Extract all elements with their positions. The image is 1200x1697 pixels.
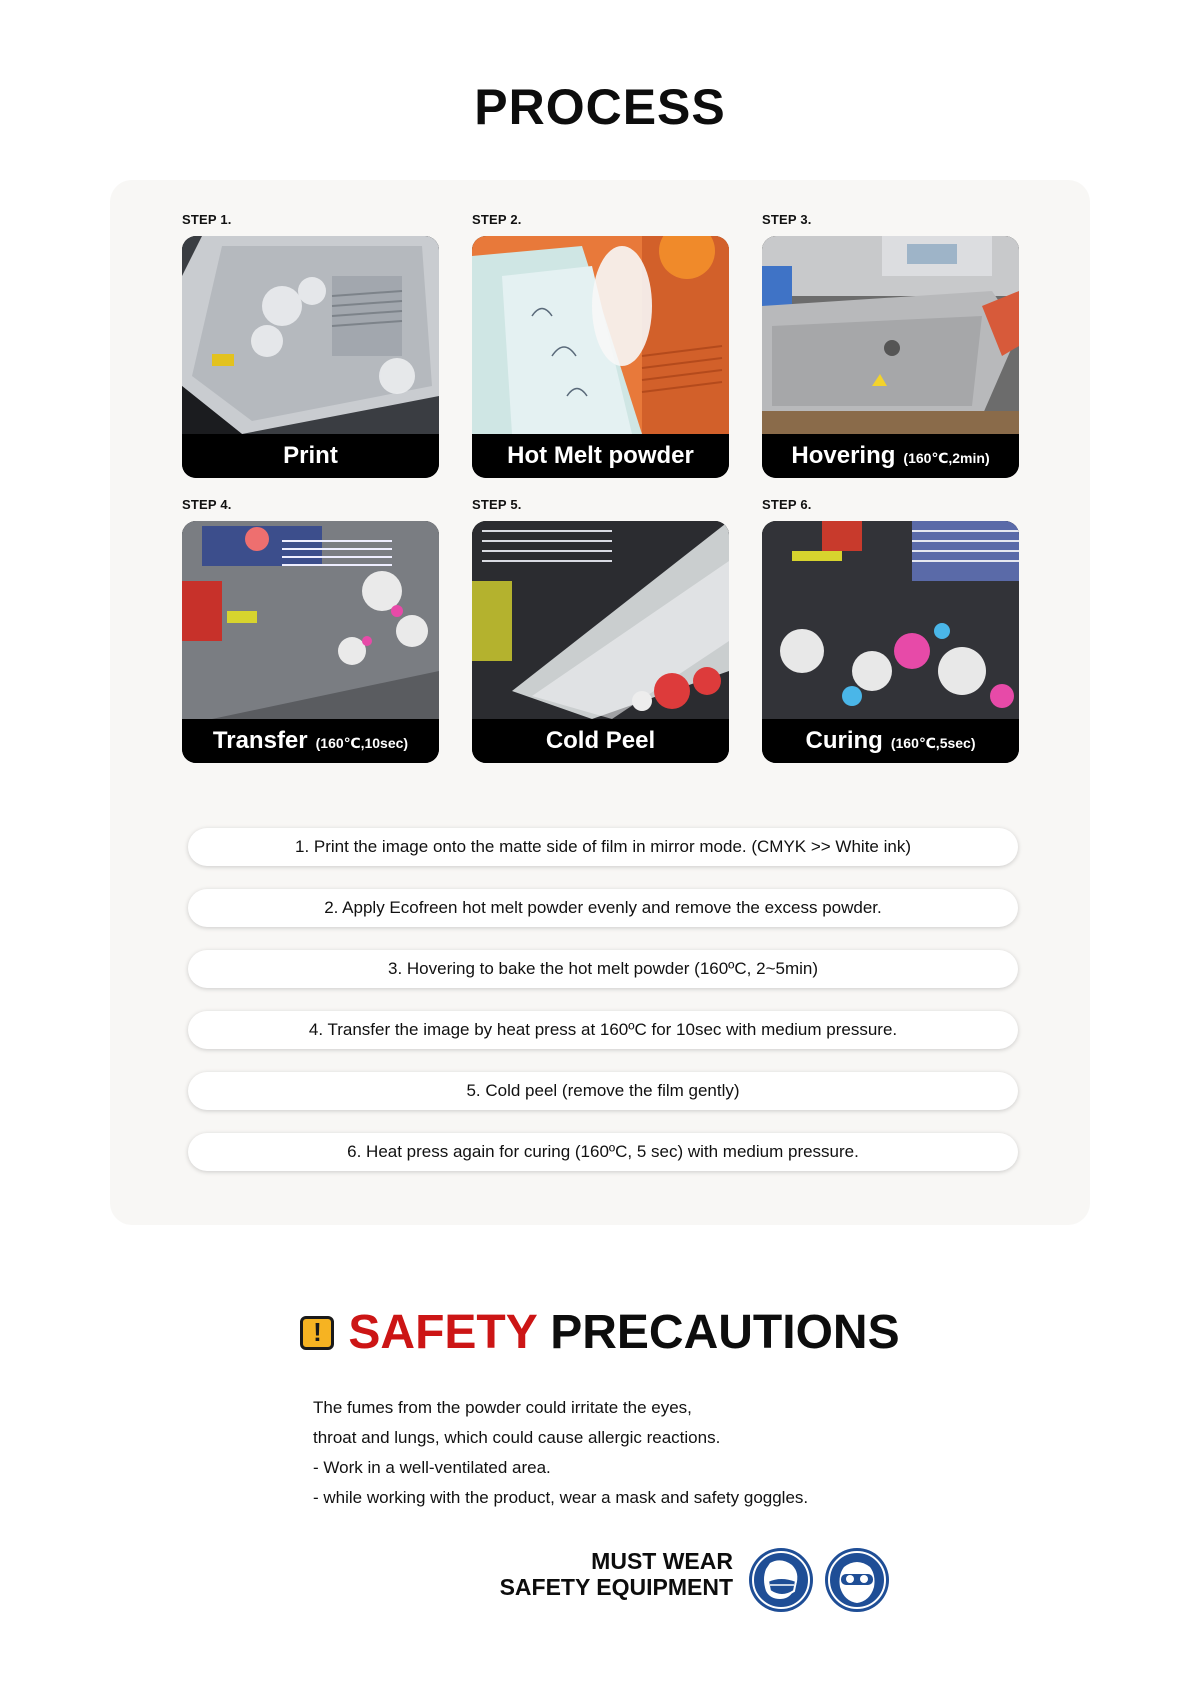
safety-title xyxy=(0,1305,1200,1360)
safety-description xyxy=(313,1393,1013,1513)
mask-icon xyxy=(748,1547,814,1613)
instruction-item-6: 6. Heat press again for curing (160ºC, 5 sec) with medium pressure. xyxy=(188,1133,1018,1171)
step-2-photo xyxy=(472,236,729,434)
step-2-caption-text: Hot Melt powder xyxy=(507,442,694,469)
instruction-item-5: 5. Cold peel (remove the film gently) xyxy=(188,1072,1018,1110)
instruction-item-3: 3. Hovering to bake the hot melt powder (160ºC, 2~5min) xyxy=(188,950,1018,988)
step-4 xyxy=(182,495,439,763)
step-1-card xyxy=(182,236,439,478)
step-1-photo xyxy=(182,236,439,434)
step-4-card xyxy=(182,521,439,763)
step-6-label: STEP 6. xyxy=(762,497,812,512)
step-4-caption-detail: (160℃,10sec) xyxy=(315,734,409,751)
step-4-caption xyxy=(182,719,439,763)
safety-title-red: SAFETY xyxy=(348,1306,537,1359)
process-title: PROCESS xyxy=(474,79,726,135)
instruction-item-2: 2. Apply Ecofreen hot melt powder evenly and remove the excess powder. xyxy=(188,889,1018,927)
step-5-label: STEP 5. xyxy=(472,497,522,512)
step-3-caption-detail: (160℃,2min) xyxy=(903,449,990,466)
must-wear-line-2: SAFETY EQUIPMENT xyxy=(499,1574,733,1600)
step-3-label: STEP 3. xyxy=(762,212,812,227)
step-6 xyxy=(762,495,1019,763)
instruction-item-1: 1. Print the image onto the matte side of film in mirror mode. (CMYK >> White ink) xyxy=(188,828,1018,866)
step-1-caption-text: Print xyxy=(283,442,338,469)
goggles-icon xyxy=(824,1547,890,1613)
step-6-photo xyxy=(762,521,1019,719)
safety-line-1: The fumes from the powder could irritate the eyes, xyxy=(313,1398,692,1417)
step-3 xyxy=(762,210,1019,478)
warning-icon: ! xyxy=(300,1316,334,1350)
step-1-caption xyxy=(182,434,439,478)
must-wear-label xyxy=(440,1548,733,1600)
step-3-card xyxy=(762,236,1019,478)
step-3-photo xyxy=(762,236,1019,434)
step-5-caption xyxy=(472,719,729,763)
step-3-caption-text: Hovering xyxy=(791,442,896,469)
safety-line-4: - while working with the product, wear a mask and safety goggles. xyxy=(313,1488,809,1507)
step-1 xyxy=(182,210,439,478)
step-2-caption xyxy=(472,434,729,478)
step-5-caption-text: Cold Peel xyxy=(545,727,656,754)
step-2-label: STEP 2. xyxy=(472,212,522,227)
step-4-caption-text: Transfer xyxy=(212,727,308,754)
step-2 xyxy=(472,210,729,478)
safety-title-black: PRECAUTIONS xyxy=(550,1306,900,1359)
step-4-photo xyxy=(182,521,439,719)
step-5-card xyxy=(472,521,729,763)
step-2-card xyxy=(472,236,729,478)
step-6-caption-detail: (160℃,5sec) xyxy=(890,734,976,751)
must-wear-line-1: MUST WEAR xyxy=(591,1548,733,1574)
step-6-caption-text: Curing xyxy=(805,727,883,754)
step-5-photo xyxy=(472,521,729,719)
step-1-label: STEP 1. xyxy=(182,212,232,227)
step-3-caption xyxy=(762,434,1019,478)
instruction-item-4: 4. Transfer the image by heat press at 160ºC for 10sec with medium pressure. xyxy=(188,1011,1018,1049)
safety-line-2: throat and lungs, which could cause allergic reactions. xyxy=(313,1428,721,1447)
step-6-caption xyxy=(762,719,1019,763)
instruction-list xyxy=(188,828,1018,1194)
step-6-card xyxy=(762,521,1019,763)
step-5 xyxy=(472,495,729,763)
safety-line-3: - Work in a well-ventilated area. xyxy=(313,1458,551,1477)
step-4-label: STEP 4. xyxy=(182,497,232,512)
